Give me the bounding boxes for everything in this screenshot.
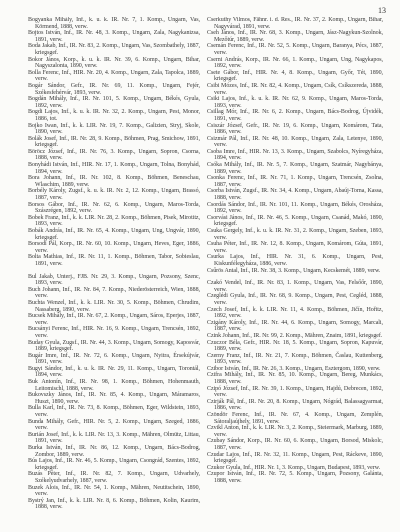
list-item: Bunda Mihály, Gefr., HIR. Nr. 5, 2. Komp., Ungarn, Szeged, 1886, verw.	[28, 418, 200, 432]
list-item: Csibi Mózes, Inf., IR. Nr. 82, 4. Komp., Ungarn, Csík, Csíkszereda, 1888, verw.	[207, 82, 383, 96]
list-item: Buzás Péter, Inf., IR. Nr. 82, 7. Komp., Ungarn, Udvarhely, Székelyudvarhely, 1887, verw.	[28, 471, 200, 484]
list-item: Czudar Lajos, Inf., IR. Nr. 32, 11. Komp., Ungarn, Pest, Ráckeve, 1890, kriegsgef.	[207, 451, 383, 465]
list-item: Bogdán Mihály, Inf., IR. Nr. 101, 5. Komp., Ungarn, Békés, Gyula, 1892, verw.	[28, 96, 200, 109]
list-item: Csurka Lajos, Inf., HIR. Nr. 31, 6. Komp., Ungarn, Pest, Kiskunfélegyháza, 1886, verw.	[207, 254, 383, 267]
list-item: Czigány Károly, Inf., IR. Nr. 44, 6. Komp., Ungarn, Somogy, Marcali, 1887, verw.	[207, 319, 383, 333]
list-item: Czuczor Béla, Gefr., HIR. Nr. 18, 5. Komp., Ungarn, Sopron, Kapuvár, 1889, verw.	[207, 339, 383, 353]
list-item: Csűrös Antal, Inf., IR. Nr. 38, 3. Komp., Ungarn, Kecskemét, 1889, verw.	[207, 267, 381, 274]
list-item: Bucsek Mihály, Inf., IR. Nr. 67, 2. Komp., Ungarn, Sáros, Eperjes, 1887, verw.	[28, 313, 200, 326]
list-item: Csiszár József, Gefr., IR. Nr. 19, 6. Komp., Ungarn, Komárom, Tata, 1886, verw.	[207, 122, 383, 136]
list-item: Buchta Wenzel, Inf., k. k. LIR. Nr. 30, 5. Komp., Böhmen, Chrudim, Nassaberg, 1890, verw.	[28, 299, 200, 313]
list-item: Czirják Pál, Inf., IR. Nr. 20, 8. Komp., Ungarn, Nógrád, Balassagyarmat, 1886, verw.	[207, 398, 383, 412]
list-item: Bolla Ferenc, Inf., HIR. Nr. 20, 4. Komp., Ungarn, Zala, Tapolca, 1889, verw.	[28, 69, 200, 83]
list-item: Czech Josef, Inf., k. k. LIR. Nr. 11, 4. Komp., Böhmen, Jičín, Hořitz, 1892, verw.	[207, 306, 383, 320]
list-item: Csorba István, Zugsf., IR. Nr. 34, 4. Komp., Ungarn, Abaúj-Torna, Kassa, 1888, verw.	[207, 188, 383, 202]
list-item: Buday Gyula, Zugsf., IR. Nr. 44, 3. Komp., Ungarn, Somogy, Kaposvár, 1889, kriegsgef.	[28, 339, 200, 353]
list-item: Bugár Imre, Inf., IR. Nr. 72, 6. Komp., Ungarn, Nyitra, Érsekújvár, 1891, verw.	[28, 352, 200, 366]
list-item: Bulla Karl, Inf., IR. Nr. 73, 8. Komp., Böhmen, Eger, Wildstein, 1893, verw.	[28, 405, 200, 419]
list-item: Czupor István, Inf., IR. Nr. 72, 5. Komp., Ungarn, Pozsony, Galánta, 1888, verw.	[207, 471, 383, 484]
right-column	[207, 17, 383, 527]
list-item: Borsodi Pál, Korp., IR. Nr. 60, 10. Komp., Ungarn, Heves, Eger, 1886, verw.	[28, 241, 200, 254]
list-item: Bokor János, Korp., k. u. k. IR. Nr. 39, 6. Komp., Ungarn, Bihar, Nagyszalonta, 1890, verw.	[28, 56, 200, 70]
list-item: Buk Antonín, Inf., IR. Nr. 98, 1. Komp., Böhmen, Hohenmauth, Leitomischl, 1888, verw.	[28, 379, 200, 392]
list-item: Böröcz József, Inf., IR. Nr. 76, 3. Komp., Ungarn, Sopron, Csorna, 1888, verw.	[28, 148, 200, 162]
entry-block	[28, 274, 200, 511]
list-item: Bystrý Jan, Inf., k. k. LIR. Nr. 8, 6. Komp., Böhmen, Kolin, Kaurim, 1888, verw.	[28, 497, 200, 511]
list-item: Buzek Alois, Inf., IR. Nr. 54, 1. Komp., Mähren, Neutitschein, 1890, verw.	[28, 484, 200, 498]
list-item: Csillag Mór, Inf., IR. Nr. 6, 2. Komp., Ungarn, Bács-Bodrog, Újvidék, 1891, verw.	[207, 109, 383, 122]
list-item: Csoba Imre, Inf., HIR. Nr. 13, 3. Komp., Ungarn, Szabolcs, Nyíregyháza, 1894, verw.	[207, 148, 383, 162]
list-item: Csete Gábor, Inf., HIR. Nr. 4, 8. Komp., Ungarn, Győr, Tét, 1890, kriegsgef.	[207, 69, 383, 83]
list-item: Burián Josef, Inf., k. k. LIR. Nr. 13, 3. Komp., Mähren, Olmütz, Littau, 1891, verw.	[28, 431, 200, 445]
list-item: Cseh János, Inf., IR. Nr. 68, 3. Komp., Ungarn, Jász-Nagykun-Szolnok, Mezőtúr, 1889, verw.	[207, 30, 383, 43]
left-column	[28, 17, 200, 527]
list-item: Bora Johann, Inf., IR. Nr. 102, 8. Komp., Böhmen, Beneschau, Wlaschim, 1889, verw.	[28, 175, 200, 188]
list-item: Czubay Sándor, Korp., IR. Nr. 60, 6. Komp., Ungarn, Borsod, Miskolc, 1887, verw.	[207, 438, 383, 451]
list-item: Bogdi Lajos, Inf., k. u. k. IR. Nr. 32, 2. Komp., Ungarn, Pest, Monor, 1886, tot.	[28, 109, 200, 122]
list-item: Csonka Ferenc, Inf., IR. Nr. 71, 1. Komp., Ungarn, Trencsén, Zsolna, 1887, verw.	[207, 175, 383, 188]
list-item: Csemán Ferenc, Inf., IR. Nr. 52, 5. Komp., Ungarn, Baranya, Pécs, 1887, verw.	[207, 43, 383, 56]
list-item: Burka István, Inf., IR. Nr. 86, 12. Komp., Ungarn, Bács-Bodrog, Zombor, 1889, verw.	[28, 445, 200, 458]
list-item: Bojtos István, Inf., IR. Nr. 48, 3. Komp., Ungarn, Zala, Nagykanizsa, 1891, verw.	[28, 30, 200, 43]
list-item: Czipó József, Inf., IR. Nr. 39, 1. Komp., Ungarn, Hajdú, Debrecen, 1892, verw.	[207, 385, 383, 399]
list-item: Bucsányi Ferenc, Inf., HIR. Nr. 16, 9. Komp., Ungarn, Trencsén, 1892, verw.	[28, 326, 200, 339]
list-item: Bojko Iwan, Inf., k. k. LIR. Nr. 19, 7. Komp., Galizien, Stryj, Skole, 1890, verw.	[28, 122, 200, 136]
list-item: Bugyi Sándor, Inf., k. u. k. IR. Nr. 29, 11. Komp., Ungarn, Torontál, 1894, verw.	[28, 365, 200, 379]
list-item: Borbély Károly, Zugsf., k. u. k. IR. Nr. 2, 12. Komp., Ungarn, Brassó, 1887, verw.	[28, 188, 200, 202]
list-item: Czifra Mihály, Inf., IR. Nr. 85, 10. Komp., Ungarn, Bereg, Munkács, 1888, verw.	[207, 372, 383, 386]
list-item: Borsos Gábor, Inf., IR. Nr. 62, 6. Komp., Ungarn, Maros-Torda, Szászrégen, 1892, verw.	[28, 201, 200, 215]
list-item: Csuha Péter, Inf., IR. Nr. 12, 8. Komp., Ungarn, Komárom, Gúta, 1891, verw.	[207, 241, 383, 254]
list-item: Csorvási János, Inf., IR. Nr. 46, 5. Komp., Ungarn, Csanád, Makó, 1890, kriegsgef.	[207, 214, 383, 228]
list-item: Bonyhádi István, Inf., HIR. Nr. 17, 1. Komp., Ungarn, Tolna, Bonyhád, 1894, verw.	[28, 162, 200, 175]
list-item: Boda Jakab, Inf., IR. Nr. 83, 2. Komp., Ungarn, Vas, Szombathely, 1887, kriegsgef.	[28, 43, 200, 56]
list-item: Csiki Lajos, Inf., k. u. k. IR. Nr. 62, 9. Komp., Ungarn, Maros-Torda, 1893, verw.	[207, 96, 383, 109]
list-item: Czukor Gyula, Inf., HIR. Nr. 1, 3. Komp., Ungarn, Budapest, 1893, verw.	[207, 464, 381, 471]
list-item: Czakó Vendel, Inf., IR. Nr. 83, 1. Komp., Ungarn, Vas, Felsőőr, 1890, verw.	[207, 280, 383, 293]
list-item: Czibor István, Inf., IR. Nr. 26, 3. Komp., Ungarn, Esztergom, 1890, verw.	[207, 365, 381, 372]
entry-block	[207, 280, 383, 484]
list-item: Bús Lajos, Inf., IR. Nr. 46, 5. Komp., Ungarn, Csongrád, Szentes, 1892, kriegsgef.	[28, 458, 200, 471]
list-item: Bobek Franz, Inf., k. k. LIR. Nr. 28, 2. Komp., Böhmen, Pisek, Mirotitz, 1893, verw.	[28, 214, 200, 228]
list-item: Czerny Franz, Inf., IR. Nr. 21, 7. Komp., Böhmen, Časlau, Kuttenberg, 1893, verw.	[207, 352, 383, 366]
entry-block	[28, 17, 200, 268]
list-item: Cserni András, Korp., IR. Nr. 66, 1. Komp., Ungarn, Ung, Nagykapos, 1892, verw.	[207, 56, 383, 70]
list-item: Bogár Sándor, Gefr., IR. Nr. 69, 11. Komp., Ungarn, Fejér, Székesfehérvár, 1893, verw.	[28, 82, 200, 96]
list-item: Csordás Sándor, Inf., IR. Nr. 101, 11. Komp., Ungarn, Békés, Orosháza, 1892, verw.	[207, 201, 383, 215]
list-item: Bul Jakab, Unterj., FJB. Nr. 29, 3. Komp., Ungarn, Pozsony, Szenc, 1893, verw.	[28, 273, 200, 287]
list-item: Bolák Josef, Inf., IR. Nr. 28, 9. Komp., Böhmen, Prag, Smichow, 1891, kriegsgef.	[28, 135, 200, 149]
entry-block	[207, 17, 383, 274]
list-item: Czeglédi Gyula, Inf., IR. Nr. 68, 9. Komp., Ungarn, Pest, Cegléd, 1888, verw.	[207, 293, 383, 306]
list-item: Buch Johann, Inf., IR. Nr. 84, 7. Komp., Niederösterreich, Wien, 1888, verw.	[28, 286, 200, 300]
list-item: Bogyanka Mihály, Inf., k. u. k. IR. Nr. 7, 1. Komp., Ungarn, Vas, Körmend, 1888, verw.	[28, 17, 200, 30]
list-item: Csóka Mihály, Inf., IR. Nr. 5, 7. Komp., Ungarn, Szatmár, Nagybánya, 1889, verw.	[207, 162, 383, 175]
list-item: Csizmár Pál, Inf., IR. Nr. 48, 10. Komp., Ungarn, Zala, Letenye, 1890, verw.	[207, 135, 383, 149]
list-item: Csuka Gergely, Inf., k. u. k. IR. Nr. 31, 2. Komp., Ungarn, Szeben, 1893, verw.	[207, 228, 383, 241]
list-item: Bolta Mathias, Inf., IR. Nr. 11, 1. Komp., Böhmen, Tabor, Sobieslau, 1891, verw.	[28, 254, 200, 267]
list-item: Czöndör Ferenc, Inf., IR. Nr. 67, 4. Komp., Ungarn, Zemplén, Sátoraljaújhely, 1891, verw.	[207, 412, 383, 425]
list-item: Czvikl Anton, Inf., k. k. LIR. Nr. 3, 2. Komp., Steiermark, Marburg, 1889, verw.	[207, 425, 383, 438]
list-item: Bukovszky János, Inf., IR. Nr. 85, 4. Komp., Ungarn, Máramaros, Huszt, 1890, verw.	[28, 392, 200, 405]
list-item: Cserkuthy Vilmos, Fähnr. i. d. Res., IR. Nr. 37, 2. Komp., Ungarn, Bihar, Nagyvárad, 1891, verw.	[207, 17, 383, 30]
list-item: Czink Johann, Inf., IR. Nr. 99, 2. Komp., Mähren, Znaim, 1891, kriegsgef.	[207, 332, 383, 339]
page-number: 13	[378, 6, 386, 15]
list-item: Bobák András, Inf., IR. Nr. 65, 4. Komp., Ungarn, Ung, Ungvár, 1890, kriegsgef.	[28, 228, 200, 241]
